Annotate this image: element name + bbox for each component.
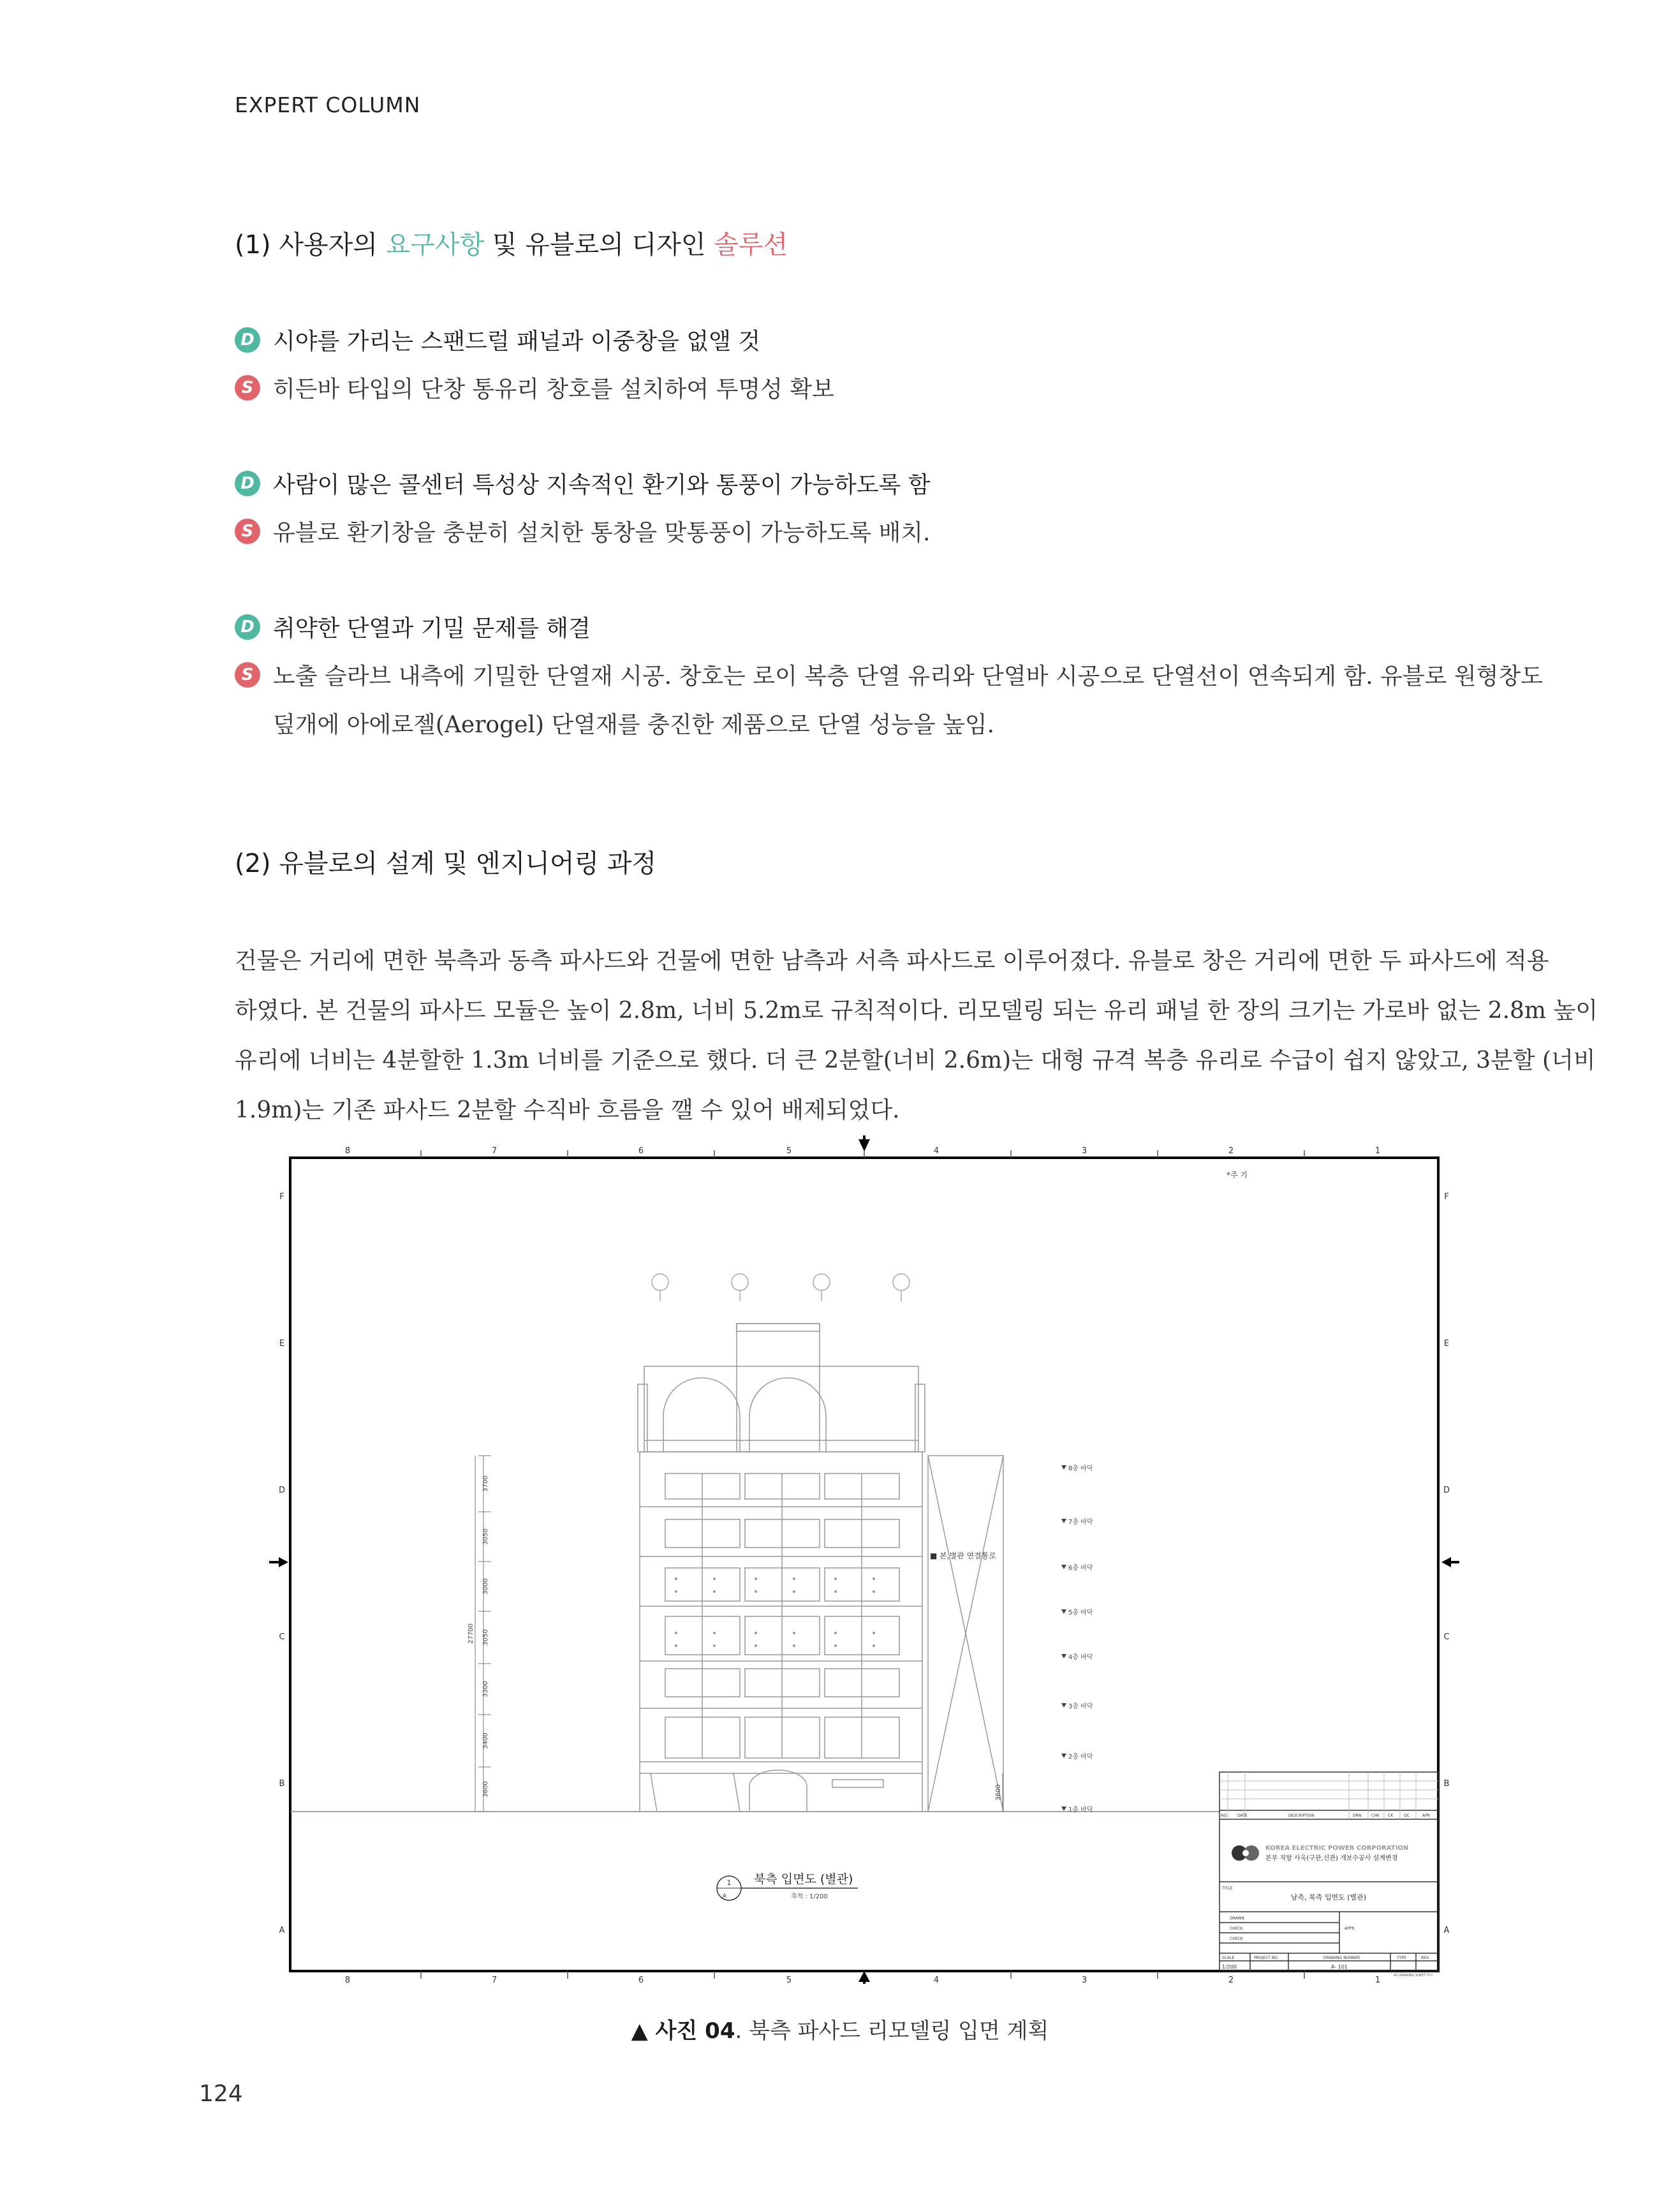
title-block — [1219, 1772, 1438, 1971]
grid-row-label: A — [1443, 1926, 1450, 1935]
dimension-label: 3050 — [482, 1528, 489, 1545]
caption-prefix: ▲ 사진 04 — [631, 2018, 735, 2044]
connector-label: ■ 본,별관 연결통로 — [930, 1551, 996, 1560]
floor-level-label: 6층 바닥 — [1068, 1565, 1093, 1572]
section1-title-middle: 및 유블로의 디자인 — [484, 230, 714, 260]
requirement-text: 취약한 단열과 기밀 문제를 해결 — [273, 616, 591, 642]
floor-level-label: 2층 바닥 — [1068, 1754, 1093, 1761]
grid-col-label: 5 — [786, 1976, 792, 1984]
drawing-title: 남측, 북측 입면도 (별관) — [1290, 1893, 1367, 1902]
grid-col-label: 7 — [491, 1976, 497, 1984]
dimension-label: 3300 — [482, 1681, 489, 1697]
check-label-2: CHECK — [1230, 1937, 1243, 1941]
solution-text: 노출 슬라브 내측에 기밀한 단열재 시공. 창호는 로이 복층 단열 유리와 단열바 시공으로 단열선이 연속되게 함. 유블로 원형창도 — [273, 663, 1544, 690]
grid-col-label: 1 — [1374, 1976, 1381, 1984]
rev-header: DESCRIPTION — [1288, 1814, 1315, 1818]
dimension-label: 3000 — [482, 1578, 489, 1595]
grid-col-label: 7 — [491, 1146, 497, 1156]
grid-row-label: B — [1443, 1779, 1450, 1789]
s-badge-icon: S — [235, 662, 260, 688]
dimension-label: 3050 — [482, 1629, 489, 1646]
body-line: 유리에 너비는 4분할한 1.3m 너비를 기준으로 했다. 더 큰 2분할(너비 2.6m)는 대형 규격 복층 유리로 수급이 쉽지 않았고, 3분할 (너비 — [235, 1047, 1596, 1074]
floor-level-label: 8층 바닥 — [1068, 1465, 1093, 1472]
type-header: TYPE — [1397, 1956, 1406, 1960]
body-line: 1.9m)는 기존 파사드 2분할 수직바 흐름을 깰 수 있어 배제되었다. — [235, 1097, 900, 1123]
view-scale: 축척 : 1/200 — [791, 1893, 828, 1900]
drawn-label: DRAWN — [1230, 1916, 1244, 1921]
solution-text: 유블로 환기창을 충분히 설치한 통창을 맞통풍이 가능하도록 배치. — [273, 520, 931, 546]
body-line: 하였다. 본 건물의 파사드 모듈은 높이 2.8m, 너비 5.2m로 규칙적이다. 리모델링 되는 유리 패널 한 장의 크기는 가로바 없는 2.8m 높이 — [235, 998, 1598, 1024]
grid-col-label: 8 — [344, 1146, 351, 1156]
d-badge-icon: D — [235, 327, 260, 353]
section1-title — [235, 225, 788, 261]
solution-item — [235, 371, 834, 404]
drawing-no-header: DRAWING NUMBER — [1323, 1956, 1360, 1960]
requirement-text: 사람이 많은 콜센터 특성상 지속적인 환기와 통풍이 가능하도록 함 — [273, 472, 931, 498]
rev-header: NO. — [1221, 1814, 1228, 1818]
dimension-total-label: 27700 — [468, 1623, 475, 1644]
project-no-header: PROJECT NO — [1254, 1956, 1278, 1960]
company-logo-icon — [1232, 1845, 1259, 1861]
sheet-label: A3 DRAWING SHEET TF+ — [1394, 1974, 1434, 1977]
level-marker-icons — [1061, 1465, 1066, 1811]
grid-row-label: D — [278, 1486, 286, 1495]
dimension-label: 3600 — [482, 1781, 489, 1798]
section1-title-requirements: 요구사항 — [385, 230, 485, 260]
grid-col-label: 8 — [344, 1976, 351, 1984]
check-label: CHECK — [1230, 1926, 1243, 1931]
dimension-label: 3700 — [482, 1475, 489, 1492]
requirement-item — [235, 323, 760, 356]
grid-col-label: 6 — [638, 1146, 644, 1156]
grid-col-label: 3 — [1081, 1976, 1087, 1984]
grid-col-label: 4 — [933, 1976, 939, 1984]
building-elevation — [638, 1324, 1003, 1812]
grid-row-label: C — [279, 1632, 285, 1642]
rev-header: CHK — [1371, 1814, 1380, 1818]
floor-level-label: 1층 바닥 — [1068, 1806, 1093, 1814]
section1-title-prefix: (1) 사용자의 — [235, 230, 386, 260]
caption-text: . 북측 파사드 리모델링 입면 계획 — [735, 2018, 1049, 2044]
rev-header: APR — [1422, 1814, 1430, 1818]
floor-level-label: 5층 바닥 — [1068, 1609, 1093, 1616]
grid-col-label: 1 — [1374, 1146, 1381, 1156]
elevation-drawing — [262, 1135, 1461, 1984]
grid-ticks — [421, 1150, 1304, 1979]
dimension-label: 3400 — [482, 1732, 489, 1749]
d-badge-icon: D — [235, 614, 260, 640]
rev-header: DRN — [1353, 1814, 1362, 1818]
body-line: 건물은 거리에 면한 북측과 동측 파사드와 건물에 면한 남측과 서측 파사드로 이루어졌다. 유블로 창은 거리에 면한 두 파사드에 적용 — [235, 948, 1549, 974]
d-badge-icon: D — [235, 471, 260, 496]
floor-level-label: 3층 바닥 — [1068, 1703, 1093, 1710]
approval-label: APPR — [1345, 1926, 1355, 1931]
revision-rows — [1219, 1772, 1438, 1819]
solution-item — [235, 515, 931, 547]
floor-level-label: 4층 바닥 — [1068, 1654, 1093, 1661]
title-label: TITLE — [1222, 1886, 1233, 1891]
rev-header: CK — [1388, 1814, 1394, 1818]
scale-header: SCALE — [1222, 1956, 1235, 1960]
grid-col-label: 5 — [786, 1146, 792, 1156]
requirement-item — [235, 467, 931, 499]
scale-value: 1/200 — [1222, 1964, 1237, 1970]
solution-text: 히든바 타입의 단창 통유리 창호를 설치하여 투명성 확보 — [273, 376, 834, 403]
company-name: KOREA ELECTRIC POWER CORPORATION — [1265, 1845, 1409, 1852]
grid-row-label: C — [1443, 1632, 1450, 1642]
section1-title-solution: 솔루션 — [714, 230, 788, 260]
grid-row-label: D — [1443, 1486, 1450, 1495]
figure-caption — [0, 2013, 1680, 2044]
note-label: *주 기 — [1227, 1171, 1248, 1179]
s-badge-icon: S — [235, 519, 260, 544]
solution-item — [235, 658, 1543, 691]
grid-row-label: A — [279, 1926, 285, 1935]
s-badge-icon: S — [235, 375, 260, 401]
grid-col-label: 2 — [1228, 1146, 1234, 1156]
running-header: EXPERT COLUMN — [235, 92, 421, 117]
drawing-number: A- 101 — [1331, 1964, 1348, 1970]
view-reference: A — [722, 1893, 727, 1900]
grid-col-label: 6 — [638, 1976, 644, 1984]
lamp-icons — [652, 1274, 910, 1301]
grid-row-label: B — [279, 1779, 285, 1789]
project-name: 본부 직할 사옥(구관,신관) 개보수공사 설계변경 — [1265, 1855, 1398, 1862]
grid-row-label: F — [1444, 1192, 1449, 1202]
grid-col-label: 3 — [1081, 1146, 1087, 1156]
grid-row-label: E — [1443, 1339, 1450, 1348]
view-number: 1 — [726, 1879, 732, 1887]
dimension-label: 3600 — [995, 1784, 1002, 1801]
section2-title: (2) 유블로의 설계 및 엔지니어링 과정 — [235, 849, 657, 878]
floor-level-label: 7층 바닥 — [1068, 1519, 1093, 1526]
rev-header: QC — [1404, 1814, 1410, 1818]
rev-header-2: REV. — [1421, 1956, 1430, 1960]
page-number: 124 — [199, 2081, 243, 2107]
requirement-item — [235, 610, 591, 643]
grid-col-label: 4 — [933, 1146, 939, 1156]
solution-text-continued: 덮개에 아에로젤(Aerogel) 단열재를 충진한 제품으로 단열 성능을 높임. — [273, 712, 995, 738]
grid-row-label: E — [279, 1339, 285, 1348]
grid-col-label: 2 — [1228, 1976, 1234, 1984]
vent-marks — [675, 1577, 875, 1647]
grid-row-label: F — [279, 1192, 284, 1202]
requirement-text: 시야를 가리는 스팬드럴 패널과 이중창을 없앨 것 — [273, 329, 761, 355]
rev-header: DATE — [1237, 1814, 1248, 1818]
view-title: 북측 입면도 (별관) — [754, 1872, 853, 1886]
